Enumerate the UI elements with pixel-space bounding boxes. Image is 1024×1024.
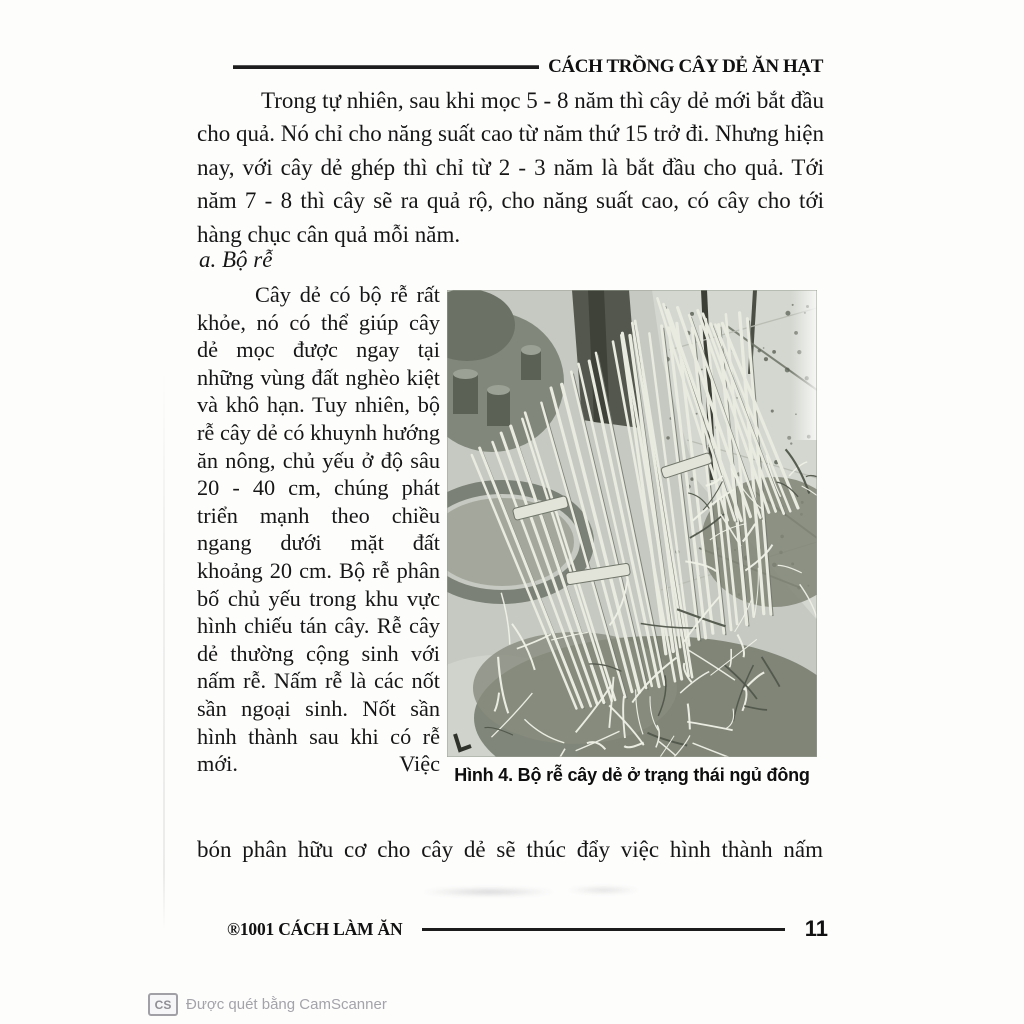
section-heading: a. Bộ rễ <box>199 247 273 272</box>
page-gutter-shadow <box>163 370 165 930</box>
ink-bleed-smudge <box>415 882 645 900</box>
page-footer <box>227 916 828 942</box>
closing-paragraph-line: bón phân hữu cơ cho cây dẻ sẽ thúc đẩy việc hình thành nấm <box>197 837 823 862</box>
camscanner-label: Được quét bằng CamScanner <box>186 996 387 1013</box>
page-header <box>233 56 823 78</box>
footer-rule <box>422 928 784 931</box>
camscanner-watermark <box>148 993 387 1016</box>
intro-paragraph: Trong tự nhiên, sau khi mọc 5 - 8 năm thì cây dẻ mới bắt đầu cho quả. Nó chỉ cho năng suất cao từ năm thứ 15 trở đi. Nhưng hiện nay, với cây dẻ ghép thì chỉ từ 2 - 3 năm là bắt đầu cho quả. Tới năm 7 - 8 thì cây sẽ ra quả rộ, cho năng suất cao, có cây cho tới hàng chục cân quả mỗi năm. <box>197 88 824 247</box>
page-number: 11 <box>804 916 828 941</box>
body-column-text: Cây dẻ có bộ rễ rất khỏe, nó có thể giúp cây dẻ mọc được ngay tại những vùng đất nghèo kiệt và khô hạn. Tuy nhiên, bộ rễ cây dẻ có khuynh hướng ăn nông, chủ yếu ở độ sâu 20 - 40 cm, chúng phát triển mạnh theo chiều ngang dưới mặt đất khoảng 20 cm. Bộ rễ phân bố chủ yếu trong khu vực hình chiếu tán cây. Rễ cây dẻ thường cộng sinh với nấm rễ. Nấm rễ là các nốt sần ngoại sinh. Nốt sần hình thành sau khi có rễ mới. Việc <box>197 282 440 777</box>
camscanner-badge-icon: CS <box>148 993 178 1016</box>
figure-caption: Hình 4. Bộ rễ cây dẻ ở trạng thái ngủ đông <box>454 765 810 785</box>
figure-photo <box>447 290 817 757</box>
footer-series-title: ®1001 CÁCH LÀM ĂN <box>227 918 403 939</box>
figure <box>447 290 817 786</box>
header-rule <box>233 65 539 69</box>
header-title: CÁCH TRỒNG CÂY DẺ ĂN HẠT <box>548 56 823 77</box>
